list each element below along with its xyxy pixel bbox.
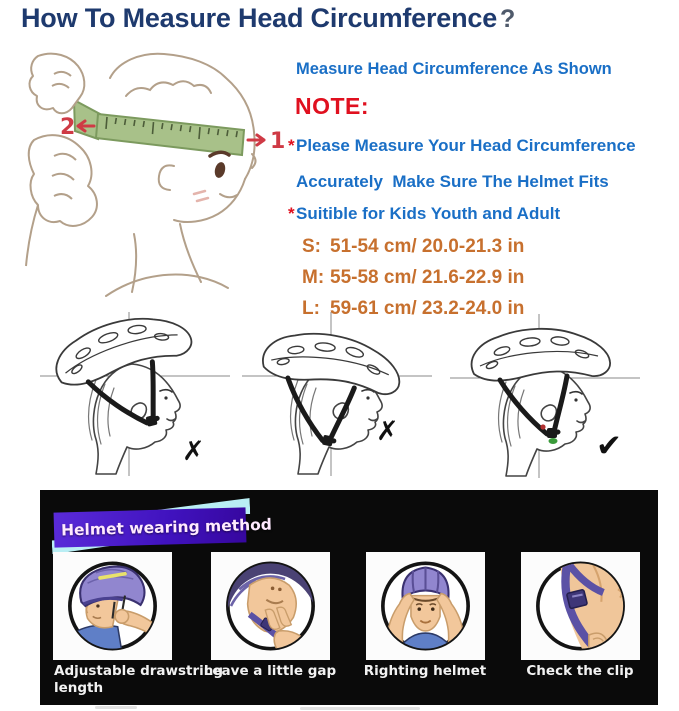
paper-smudge [300, 707, 420, 710]
right-arrow-icon [248, 135, 264, 145]
wrong-mark-icon: ✗ [182, 436, 205, 467]
step-card-clip [521, 552, 640, 660]
note-line-1 [288, 136, 636, 156]
paper-smudge [95, 706, 137, 709]
banner-title: Helmet wearing method [60, 515, 273, 539]
size-range: 55-58 cm/ 21.6-22.9 in [330, 267, 525, 288]
note-line-text: Please Measure Your Head Circumference [296, 136, 636, 155]
note-line-text: Accurately Make Sure The Helmet Fits [296, 172, 609, 191]
note-label: NOTE: [295, 93, 370, 119]
step-caption: Check the clip [526, 663, 634, 679]
check-mark-icon: ✔ [596, 428, 622, 464]
step-caption: Leave a little gap [203, 663, 337, 679]
size-label: M: [302, 267, 325, 288]
step-card-righting [366, 552, 485, 660]
step-card-gap [211, 552, 330, 660]
size-label: S: [302, 236, 321, 257]
wearing-method-panel [40, 490, 658, 705]
fit-figure-tilted-back [36, 308, 234, 480]
asterisk: * [288, 204, 295, 223]
page-title [21, 3, 515, 34]
size-row-m [302, 267, 524, 289]
note-line-2 [288, 172, 609, 192]
label-1: 1 [270, 129, 286, 154]
note-line-3 [288, 204, 560, 224]
size-range: 59-61 cm/ 23.2-24.0 in [330, 298, 525, 319]
size-range: 51-54 cm/ 20.0-21.3 in [330, 236, 525, 257]
step-caption: Adjustable drawstring length [54, 663, 224, 696]
headline: Measure Head Circumference As Shown [296, 60, 612, 78]
drawstring-illustration [56, 554, 169, 658]
measuring-tape [74, 100, 244, 155]
note-line-text: Suitible for Kids Youth and Adult [296, 204, 561, 223]
asterisk: * [288, 136, 295, 155]
size-label: L: [302, 298, 320, 319]
step-caption: Righting helmet [363, 663, 487, 679]
gap-illustration [214, 554, 327, 658]
child-head-lineart [106, 54, 256, 296]
wrong-mark-icon: ✗ [376, 416, 399, 447]
size-row-s [302, 236, 524, 258]
child-face-details [194, 152, 229, 201]
question-mark: ? [500, 5, 516, 33]
measure-head-illustration [14, 44, 286, 300]
righting-illustration [369, 554, 482, 658]
page-title-text: How To Measure Head Circumference [21, 3, 498, 33]
banner-plate [54, 507, 273, 547]
hands [26, 54, 97, 266]
label-2: 2 [60, 115, 76, 140]
clip-illustration [524, 554, 637, 658]
helmet-head-drawing [238, 308, 436, 485]
step-card-drawstring [53, 552, 172, 660]
banner [52, 501, 273, 553]
fit-figure-correct [446, 310, 644, 482]
fit-figure-tilted-forward [238, 308, 436, 480]
